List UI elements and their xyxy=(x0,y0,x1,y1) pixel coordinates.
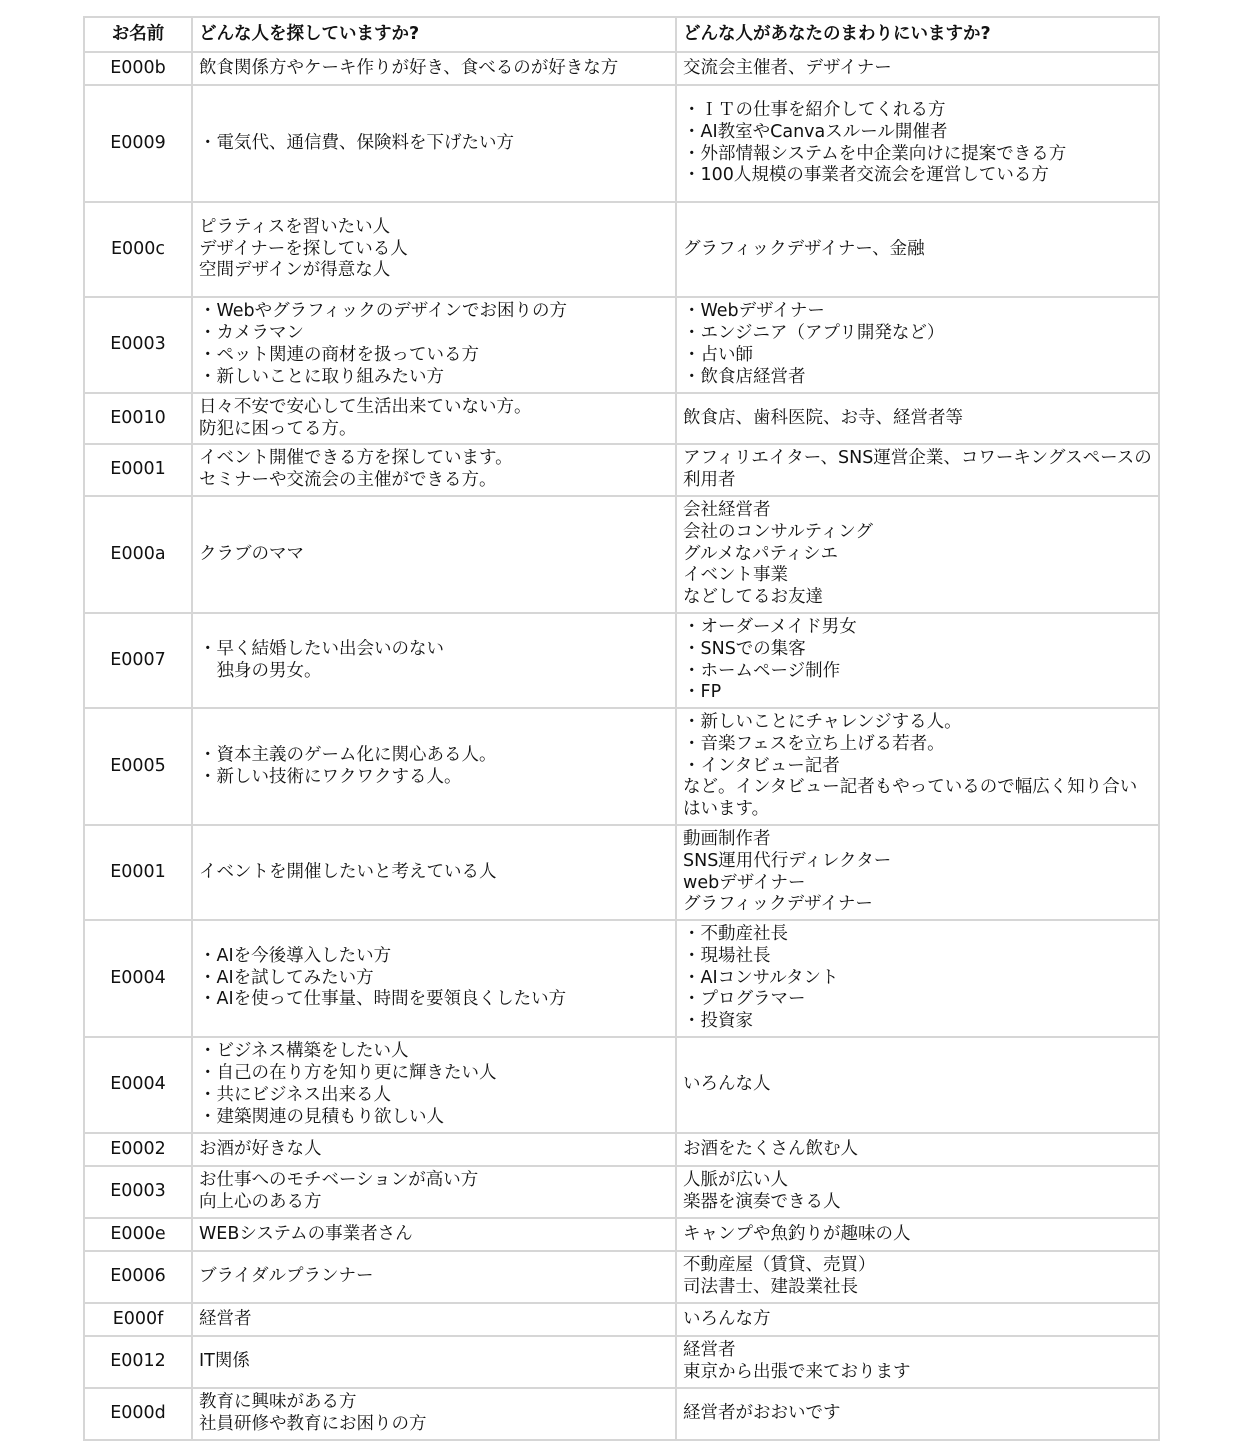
table-row xyxy=(84,297,1159,393)
table-row xyxy=(84,1303,1159,1336)
around-cell: ・新しいことにチャレンジする人。 ・音楽フェスを立ち上げる若者。 ・インタビュー記者 など。インタビュー記者もやっているので幅広く知り合いはいます。 xyxy=(676,708,1159,825)
name-cell: E000f xyxy=(84,1303,192,1336)
around-cell: 交流会主催者、デザイナー xyxy=(676,52,1159,85)
around-cell: ・ＩＴの仕事を紹介してくれる方 ・AI教室やCanvaスルール開催者 ・外部情報システムを中企業向けに提案できる方 ・100人規模の事業者交流会を運営している方 xyxy=(676,85,1159,202)
table-row xyxy=(84,1218,1159,1251)
around-cell: 会社経営者 会社のコンサルティング グルメなパティシエ イベント事業 などしてるお友達 xyxy=(676,496,1159,613)
name-cell: E0003 xyxy=(84,297,192,393)
name-cell: E0006 xyxy=(84,1251,192,1303)
seeking-cell: クラブのママ xyxy=(192,496,676,613)
name-cell: E0003 xyxy=(84,1166,192,1218)
name-cell: E000d xyxy=(84,1388,192,1440)
table-row xyxy=(84,52,1159,85)
seeking-cell: 飲食関係方やケーキ作りが好き、食べるのが好きな方 xyxy=(192,52,676,85)
table-row xyxy=(84,1251,1159,1303)
name-cell: E0005 xyxy=(84,708,192,825)
around-cell: 飲食店、歯科医院、お寺、経営者等 xyxy=(676,393,1159,444)
around-cell: 人脈が広い人 楽器を演奏できる人 xyxy=(676,1166,1159,1218)
seeking-cell: お酒が好きな人 xyxy=(192,1133,676,1166)
seeking-cell: ・早く結婚したい出会いのない 独身の男女。 xyxy=(192,613,676,708)
name-cell: E0007 xyxy=(84,613,192,708)
member-table xyxy=(83,16,1160,1441)
name-cell: E000a xyxy=(84,496,192,613)
table-row xyxy=(84,613,1159,708)
name-cell: E000b xyxy=(84,52,192,85)
spreadsheet xyxy=(83,16,1160,1441)
table-row xyxy=(84,1336,1159,1388)
around-cell: ・Webデザイナー ・エンジニア（アプリ開発など） ・占い師 ・飲食店経営者 xyxy=(676,297,1159,393)
seeking-cell: IT関係 xyxy=(192,1336,676,1388)
seeking-cell: ・資本主義のゲーム化に関心ある人。 ・新しい技術にワクワクする人。 xyxy=(192,708,676,825)
around-cell: ・オーダーメイド男女 ・SNSでの集客 ・ホームページ制作 ・FP xyxy=(676,613,1159,708)
seeking-cell: 教育に興味がある方 社員研修や教育にお困りの方 xyxy=(192,1388,676,1440)
table-row xyxy=(84,920,1159,1037)
name-cell: E0012 xyxy=(84,1336,192,1388)
name-cell: E0004 xyxy=(84,1037,192,1133)
seeking-cell: ・AIを今後導入したい方 ・AIを試してみたい方 ・AIを使って仕事量、時間を要領良くしたい方 xyxy=(192,920,676,1037)
column-header-around: どんな人があなたのまわりにいますか? xyxy=(676,17,1159,52)
around-cell: アフィリエイター、SNS運営企業、コワーキングスペースの利用者 xyxy=(676,444,1159,496)
name-cell: E0009 xyxy=(84,85,192,202)
around-cell: いろんな人 xyxy=(676,1037,1159,1133)
name-cell: E0010 xyxy=(84,393,192,444)
column-header-seeking: どんな人を探していますか? xyxy=(192,17,676,52)
name-cell: E0002 xyxy=(84,1133,192,1166)
around-cell: キャンプや魚釣りが趣味の人 xyxy=(676,1218,1159,1251)
around-cell: ・不動産社長 ・現場社長 ・AIコンサルタント ・プログラマー ・投資家 xyxy=(676,920,1159,1037)
seeking-cell: イベント開催できる方を探しています。 セミナーや交流会の主催ができる方。 xyxy=(192,444,676,496)
seeking-cell: WEBシステムの事業者さん xyxy=(192,1218,676,1251)
seeking-cell: ブライダルプランナー xyxy=(192,1251,676,1303)
table-row xyxy=(84,825,1159,920)
seeking-cell: ・ビジネス構築をしたい人 ・自己の在り方を知り更に輝きたい人 ・共にビジネス出来る人 ・建築関連の見積もり欲しい人 xyxy=(192,1037,676,1133)
around-cell: 不動産屋（賃貸、売買） 司法書士、建設業社長 xyxy=(676,1251,1159,1303)
table-row xyxy=(84,496,1159,613)
seeking-cell: ピラティスを習いたい人 デザイナーを探している人 空間デザインが得意な人 xyxy=(192,202,676,297)
name-cell: E000c xyxy=(84,202,192,297)
table-row xyxy=(84,1388,1159,1440)
seeking-cell: 日々不安で安心して生活出来ていない方。 防犯に困ってる方。 xyxy=(192,393,676,444)
around-cell: 経営者がおおいです xyxy=(676,1388,1159,1440)
seeking-cell: お仕事へのモチベーションが高い方 向上心のある方 xyxy=(192,1166,676,1218)
seeking-cell: ・電気代、通信費、保険料を下げたい方 xyxy=(192,85,676,202)
column-header-name: お名前 xyxy=(84,17,192,52)
table-body xyxy=(84,52,1159,1440)
around-cell: 動画制作者 SNS運用代行ディレクター webデザイナー グラフィックデザイナー xyxy=(676,825,1159,920)
table-row xyxy=(84,708,1159,825)
table-row xyxy=(84,393,1159,444)
name-cell: E0004 xyxy=(84,920,192,1037)
table-row xyxy=(84,1166,1159,1218)
table-row xyxy=(84,1133,1159,1166)
around-cell: お酒をたくさん飲む人 xyxy=(676,1133,1159,1166)
header-row xyxy=(84,17,1159,52)
around-cell: グラフィックデザイナー、金融 xyxy=(676,202,1159,297)
seeking-cell: ・Webやグラフィックのデザインでお困りの方 ・カメラマン ・ペット関連の商材を扱っている方 ・新しいことに取り組みたい方 xyxy=(192,297,676,393)
table-row xyxy=(84,85,1159,202)
around-cell: 経営者 東京から出張で来ております xyxy=(676,1336,1159,1388)
name-cell: E0001 xyxy=(84,444,192,496)
table-header xyxy=(84,17,1159,52)
name-cell: E0001 xyxy=(84,825,192,920)
seeking-cell: イベントを開催したいと考えている人 xyxy=(192,825,676,920)
table-row xyxy=(84,1037,1159,1133)
table-row xyxy=(84,202,1159,297)
name-cell: E000e xyxy=(84,1218,192,1251)
seeking-cell: 経営者 xyxy=(192,1303,676,1336)
table-row xyxy=(84,444,1159,496)
around-cell: いろんな方 xyxy=(676,1303,1159,1336)
